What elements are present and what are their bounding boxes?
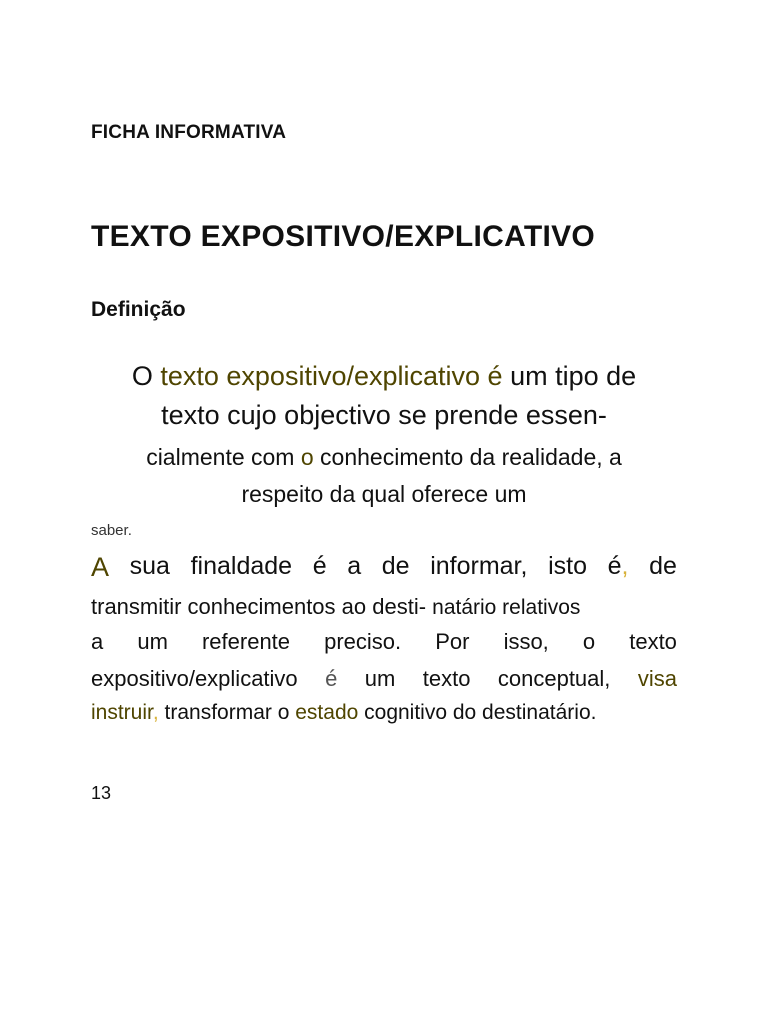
- paragraph-comma: ,: [621, 552, 629, 580]
- paragraph-text: natário relativos: [432, 596, 581, 619]
- paragraph-word: finaldade: [190, 552, 293, 580]
- paragraph-word: é: [325, 666, 338, 691]
- paragraph-text: cognitivo do destinatário.: [358, 701, 597, 724]
- paragraph-word: preciso.: [324, 629, 402, 654]
- paragraph-text: instruir: [91, 701, 153, 724]
- paragraph-word: A: [91, 552, 110, 582]
- definition-line-5: saber.: [91, 522, 132, 539]
- paragraph-text: estado: [295, 701, 359, 724]
- paragraph-text: transformar o: [158, 701, 296, 724]
- paragraph-word: de: [381, 552, 410, 580]
- paragraph-word: conceptual,: [497, 666, 611, 691]
- definition-text: texto expositivo/explicativo: [160, 361, 488, 391]
- paragraph-line-2: [91, 594, 677, 620]
- page-number: 13: [91, 783, 112, 803]
- paragraph-word: referente: [201, 629, 291, 654]
- paragraph-word: a: [347, 552, 362, 580]
- paragraph-word: um: [364, 666, 396, 691]
- paragraph-word: informar,: [430, 552, 528, 580]
- paragraph-word: de: [649, 552, 677, 580]
- paragraph-word: é: [607, 552, 622, 580]
- paragraph-line-4: [91, 666, 677, 692]
- document-title: TEXTO EXPOSITIVO/EXPLICATIVO: [91, 220, 596, 253]
- paragraph-word: a: [91, 629, 104, 654]
- paragraph-word: [608, 552, 629, 583]
- paragraph-word: um: [137, 629, 168, 654]
- paragraph-line-5: [91, 701, 677, 725]
- paragraph-word: o: [582, 629, 596, 654]
- paragraph-word: expositivo/explicativo: [91, 666, 298, 691]
- paragraph-line-3: [91, 629, 677, 655]
- definition-line-4: respeito da qual oferece um: [241, 481, 527, 507]
- paragraph-text: transmitir conhecimentos ao desti-: [91, 594, 433, 619]
- definition-text: é: [487, 361, 503, 391]
- definition-line-3: [0, 444, 768, 471]
- paragraph-word: sua: [129, 552, 170, 580]
- definition-text: conhecimento da realidade, a: [313, 444, 622, 470]
- paragraph-word: isso,: [503, 629, 549, 654]
- paragraph-line-1: [91, 552, 677, 583]
- paragraph-word: texto: [422, 666, 471, 691]
- definition-line-2: texto cujo objectivo se prende essen-: [161, 400, 607, 430]
- section-heading: Definição: [91, 298, 186, 321]
- document-label: FICHA INFORMATIVA: [91, 122, 287, 143]
- definition-text: o: [300, 444, 314, 470]
- paragraph-word: visa: [637, 666, 677, 691]
- paragraph-word: é: [312, 552, 327, 580]
- definition-text: O: [131, 361, 161, 391]
- paragraph-word: isto: [548, 552, 587, 580]
- paragraph-word: texto: [629, 629, 677, 654]
- definition-text: um tipo de: [502, 361, 637, 391]
- definition-text: cialmente com: [146, 444, 301, 470]
- paragraph-comma: ,: [152, 701, 159, 724]
- paragraph-word: Por: [435, 629, 470, 654]
- definition-line-1: [0, 361, 768, 392]
